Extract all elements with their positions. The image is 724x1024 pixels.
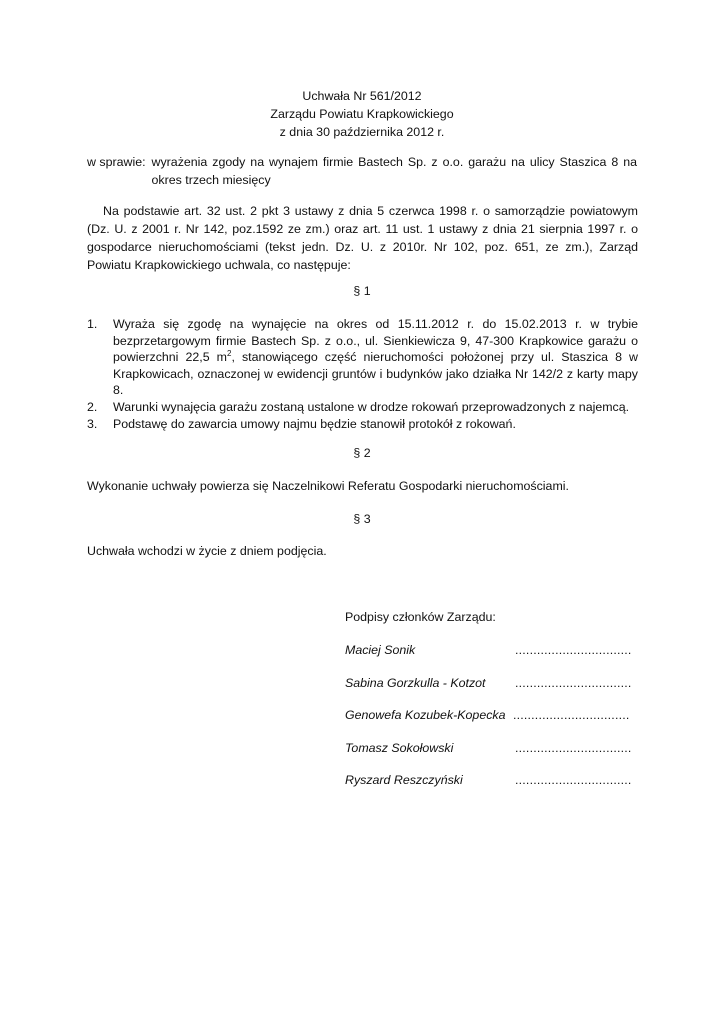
preamble-paragraph: Na podstawie art. 32 ust. 2 pkt 3 ustawy z dnia 5 czerwca 1998 r. o samorządzie powiatowym (Dz. U. z 2001 r. Nr 142, poz.1592 ze zm.) oraz art. 11 ust. 1 ustawy z dnia 21 sierpnia 1997 r. o gospodarce nieruchomościami (tekst jedn. Dz. U. z 2010r. Nr 102, poz. 651, ze zm.), Zarząd Powiatu Krapkowickiego uchwala, co następuje:: [87, 204, 638, 272]
resolution-header: [0, 87, 724, 141]
list-item-number: 1.: [87, 317, 98, 331]
section-3-heading: § 3: [353, 512, 371, 526]
section-1-heading: § 1: [353, 284, 371, 298]
issuing-body: Zarządu Powiatu Krapkowickiego: [270, 107, 454, 121]
section-1-list: [87, 316, 638, 432]
list-item: [87, 416, 638, 433]
member-name: Tomasz Sokołowski: [345, 741, 454, 755]
resolution-number: Uchwała Nr 561/2012: [302, 89, 422, 103]
signature-line: ................................: [515, 773, 632, 787]
list-item-number: 2.: [87, 399, 98, 414]
signature-row: [345, 773, 632, 791]
section-2-heading: § 2: [353, 446, 371, 460]
signature-row: [345, 708, 630, 726]
section-2-text: Wykonanie uchwały powierza się Naczelnikowi Referatu Gospodarki nieruchomościami.: [87, 479, 569, 493]
superscript: 2: [227, 349, 232, 359]
resolution-date: z dnia 30 października 2012 r.: [279, 125, 445, 139]
member-name: Sabina Gorzkulla - Kotzot: [345, 676, 486, 690]
list-item-text: Podstawę do zawarcia umowy najmu będzie stanowił protokół z rokowań.: [113, 416, 516, 431]
list-item: [87, 399, 638, 416]
member-name: Maciej Sonik: [345, 643, 416, 657]
signature-line: ................................: [515, 741, 632, 755]
subject-block: [87, 153, 637, 189]
member-name: Ryszard Reszczyński: [345, 773, 463, 787]
signature-row: [345, 676, 632, 694]
signature-row: [345, 741, 632, 759]
signature-line: ................................: [515, 643, 632, 657]
list-item: [87, 316, 638, 399]
list-item-number: 3.: [87, 416, 98, 431]
section-3-text: Uchwała wchodzi w życie z dniem podjęcia.: [87, 544, 327, 558]
list-item-text: Warunki wynajęcia garażu zostaną ustalone w drodze rokowań przeprowadzonych z najemcą.: [113, 399, 630, 414]
signature-line: ................................: [512, 708, 630, 722]
signatures-title: Podpisy członków Zarządu:: [345, 610, 496, 624]
member-name: Genowefa Kozubek-Kopecka: [345, 708, 506, 722]
signature-row: [345, 643, 632, 661]
subject-text: wyrażenia zgody na wynajem firmie Bastech Sp. z o.o. garażu na ulicy Staszica 8 na okres trzech miesięcy: [151, 155, 637, 187]
signature-line: ................................: [515, 676, 632, 690]
list-item-text: Wyraża się zgodę na wynajęcie na okres od 15.11.2012 r. do 15.02.2013 r. w trybie bezprzetargowym firmie Bastech Sp. z o.o., ul. Sienkiewicza 9, 47-300 Krapkowice garażu o powierzchni 22,5 $m^2$, stanowiącego część nieruchomości położonej przy ul. Staszica 8 w Krapkowicach, oznaczonej w ewidencji gruntów i budynków jako działka Nr 142/2 z karty mapy 8.: [113, 317, 639, 398]
subject-label: w sprawie:: [87, 155, 146, 169]
